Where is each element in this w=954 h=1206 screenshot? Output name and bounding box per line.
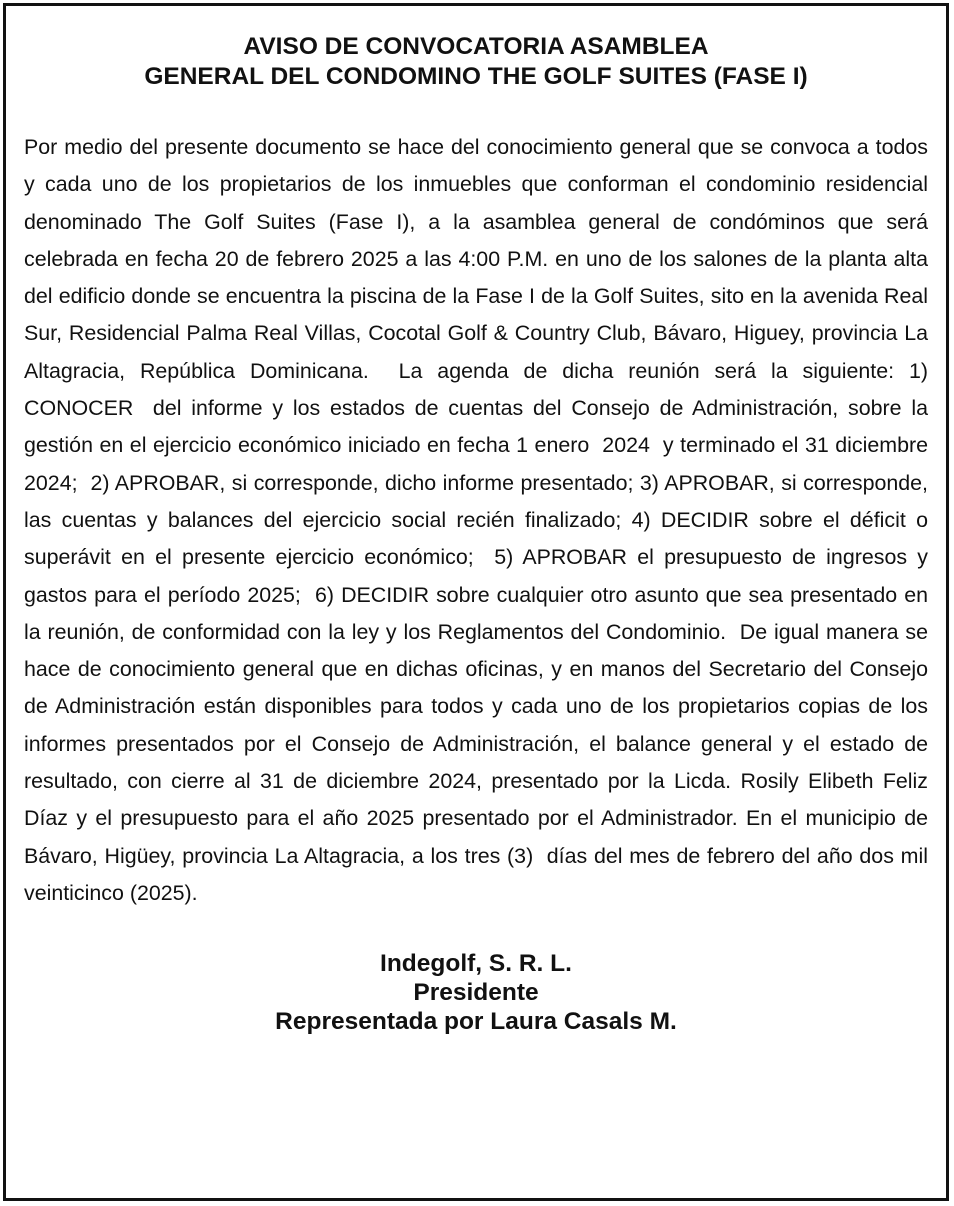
notice-content <box>24 32 940 1036</box>
signature-representative: Representada por Laura Casals M. <box>275 1008 677 1036</box>
notice-title <box>24 32 928 92</box>
notice-body: Por medio del presente documento se hace del conocimiento general que se convoca a todos y cada uno de los propietarios de los inmuebles que conforman el condominio residencial denominado The Golf Suites (Fase I), a la asamblea general de condóminos que será celebrada en fecha 20 de febrero 2025 a las 4:00 P.M. en uno de los salones de la planta alta del edificio donde se encuentra la piscina de la Fase I de la Golf Suites, sito en la avenida Real Sur, Residencial Palma Real Villas, Cocotal Golf & Country Club, Bávaro, Higuey, provincia La Altagracia, República Dominicana. La agenda de dicha reunión será la siguiente: 1) CONOCER del informe y los estados de cuentas del Consejo de Administración, sobre la gestión en el ejercicio económico iniciado en fecha 1 enero 2024 y terminado el 31 diciembre 2024; 2) APROBAR, si corresponde, dicho informe presentado; 3) APROBAR, si corresponde, las cuentas y balances del ejercicio social recién finalizado; 4) DECIDIR sobre el déficit o superávit en el presente ejercicio económico; 5) APROBAR el presupuesto de ingresos y gastos para el período 2025; 6) DECIDIR sobre cualquier otro asunto que sea presentado en la reunión, de conformidad con la ley y los Reglamentos del Condominio. De igual manera se hace de conocimiento general que en dichas oficinas, y en manos del Secretario del Consejo de Administración están disponibles para todos y cada uno de los propietarios copias de los informes presentados por el Consejo de Administración, el balance general y el estado de resultado, con cierre al 31 de diciembre 2024, presentado por la Licda. Rosily Elibeth Feliz Díaz y el presupuesto para el año 2025 presentado por el Administrador. En el municipio de Bávaro, Higüey, provincia La Altagracia, a los tres (3) días del mes de febrero del año dos mil veinticinco (2025). <box>24 135 940 905</box>
signature-role: Presidente <box>413 979 539 1007</box>
signature-block <box>24 949 928 1036</box>
title-line-2: GENERAL DEL CONDOMINO THE GOLF SUITES (FASE I) <box>144 63 808 90</box>
title-line-1: AVISO DE CONVOCATORIA ASAMBLEA <box>243 33 709 60</box>
notice-border <box>3 3 949 1201</box>
signature-company: Indegolf, S. R. L. <box>380 950 572 978</box>
